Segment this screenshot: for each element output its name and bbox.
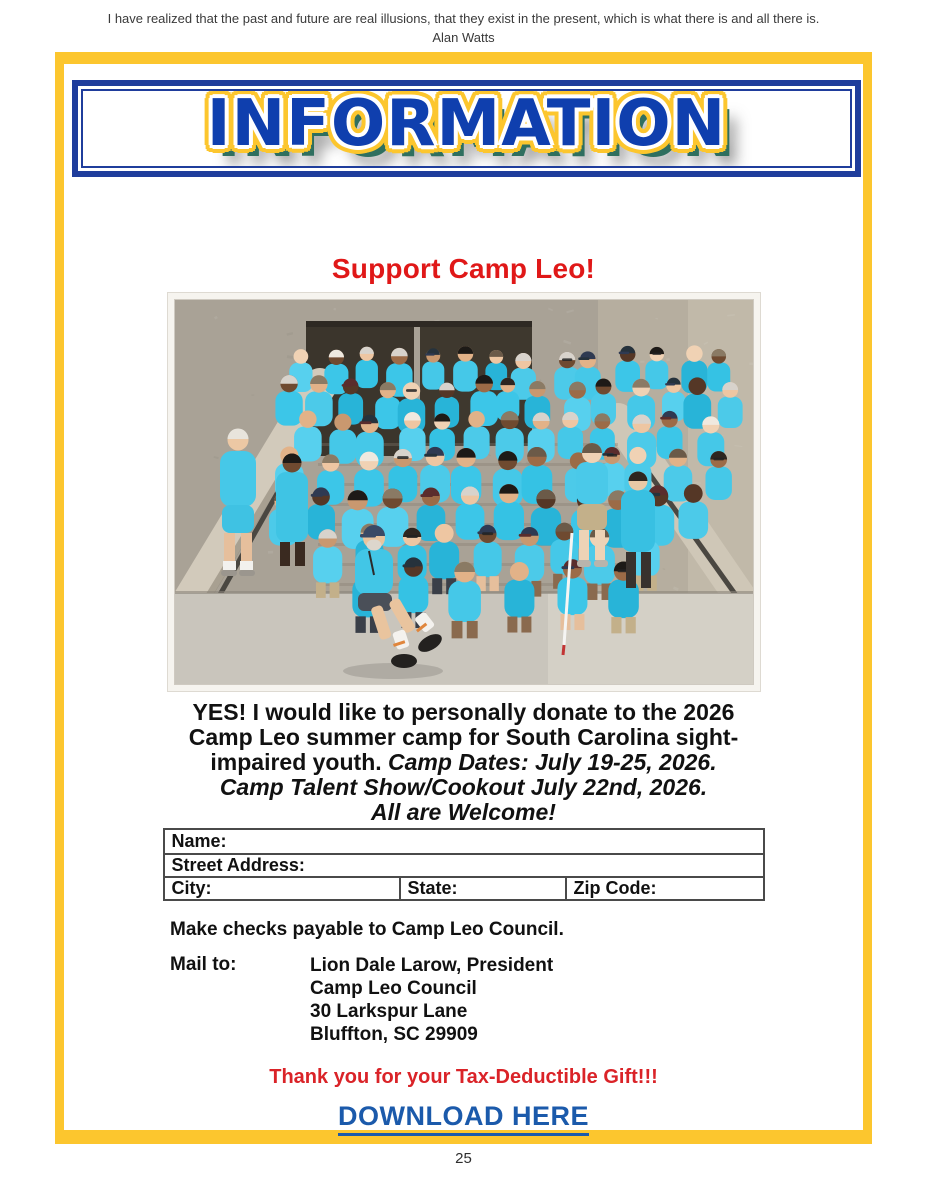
quote-text: I have realized that the past and future are real illusions, that they exist in the present, which is what there is and all there is. [107,11,820,26]
mail-address-line: 30 Larkspur Lane [310,1001,468,1022]
mail-address-line: Lion Dale Larow, President [310,955,554,976]
donation-line: All are Welcome! [371,799,556,825]
support-camp-leo-heading: Support Camp Leo! [331,253,596,284]
street-address-field: Street Address: [171,855,305,875]
mail-address-line: Bluffton, SC 29909 [310,1024,478,1045]
camp-leo-group-photo [168,293,760,691]
information-title: INFORMATION [206,89,727,161]
download-link-wrap [64,1101,863,1136]
mail-address-block [310,954,553,1046]
state-field: State: [399,878,565,899]
information-banner [72,80,861,177]
mail-to-label: Mail to: [170,954,237,975]
group-photo-illustration [168,293,760,691]
mail-address-line: Camp Leo Council [310,978,477,999]
zip-code-field: Zip Code: [565,878,763,899]
page-number: 25 [455,1150,472,1167]
checks-payable-note: Make checks payable to Camp Leo Council. [170,919,564,940]
yellow-page-frame [55,52,872,1144]
city-field: City: [171,878,212,898]
page-quote [0,0,927,47]
quote-author: Alan Watts [432,30,495,45]
photo-scene [168,293,760,691]
information-banner-inner [81,89,852,168]
name-field: Name: [171,831,227,851]
form-row-name [165,830,763,853]
form-row-city-state-zip [165,876,763,899]
donation-line: Camp Leo summer camp for South Carolina sight- [188,724,739,750]
donation-text [64,700,863,825]
donation-form-table [163,828,765,901]
mail-to-row [170,954,863,1046]
donation-line: Camp Talent Show/Cookout July 22nd, 2026. [219,774,708,800]
tax-deductible-thanks: Thank you for your Tax-Deductible Gift!!! [269,1066,658,1088]
donation-line: YES! I would like to personally donate to the 2026 [192,699,735,725]
mailing-section [170,919,863,1046]
form-row-street [165,853,763,876]
download-here-link[interactable]: DOWNLOAD HERE [338,1101,589,1136]
donation-line: impaired youth. Camp Dates: July 19-25, 2026. [210,749,717,775]
